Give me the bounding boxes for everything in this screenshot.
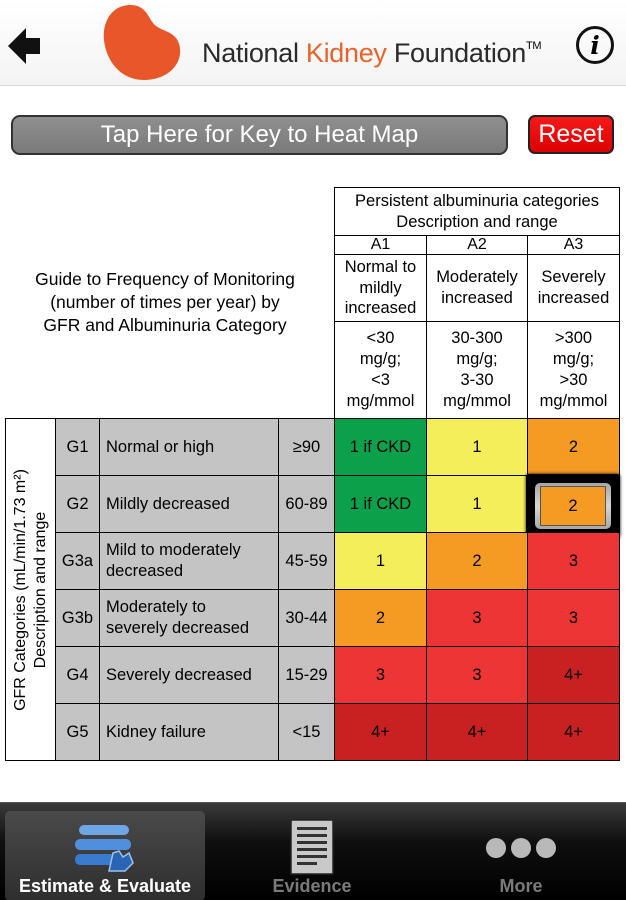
heat-cell-g2-a2[interactable]: 1 xyxy=(426,475,528,533)
heat-cell-g1-a2[interactable]: 1 xyxy=(426,418,528,476)
range-line: <30 xyxy=(366,329,395,348)
heat-cell-g3b-a1[interactable]: 2 xyxy=(334,589,427,647)
row-code-g2: G2 xyxy=(55,475,100,533)
brand-foundation: Foundation xyxy=(386,38,526,68)
column-code-a3: A3 xyxy=(527,235,620,255)
estimate-hand-icon xyxy=(73,823,137,873)
row-range-g4: 15-29 xyxy=(278,646,335,704)
row-desc-g3b xyxy=(99,589,279,647)
range-line: 30-300 xyxy=(451,329,503,348)
heat-cell-g2-a1[interactable]: 1 if CKD xyxy=(334,475,427,533)
tab-more[interactable] xyxy=(421,811,621,900)
heat-cell-g3a-a3[interactable]: 3 xyxy=(527,532,620,590)
row-code-g1: G1 xyxy=(55,418,100,476)
row-range-g3a: 45-59 xyxy=(278,532,335,590)
range-line: 3-30 xyxy=(460,371,494,389)
row-desc-line: Moderately to xyxy=(106,598,206,617)
heat-cell-g4-a3[interactable]: 4+ xyxy=(527,646,620,704)
range-line: mg/mmol xyxy=(443,391,511,410)
row-desc-line: decreased xyxy=(106,562,184,580)
row-desc-g2: Mildly decreased xyxy=(99,475,279,533)
row-desc-g5: Kidney failure xyxy=(99,703,279,761)
row-range-g5: <15 xyxy=(278,703,335,761)
more-dots-icon xyxy=(485,837,557,859)
desc-line: increased xyxy=(344,299,417,318)
column-range-a2 xyxy=(426,321,528,419)
bottom-tab-bar xyxy=(0,802,626,900)
range-line: >30 xyxy=(559,371,588,389)
heat-cell-g3b-a3[interactable]: 3 xyxy=(527,589,620,647)
heat-map-key-button[interactable]: Tap Here for Key to Heat Map xyxy=(11,115,508,155)
tab-label: Estimate & Evaluate xyxy=(18,876,192,896)
intro-line: Guide to Frequency of Monitoring xyxy=(35,269,295,289)
brand-kidney: Kidney xyxy=(305,38,387,68)
row-desc-line: severely decreased xyxy=(106,619,250,637)
column-range-a1 xyxy=(334,321,427,419)
desc-line: Severely xyxy=(541,268,606,287)
heat-cell-g4-a2[interactable]: 3 xyxy=(426,646,528,704)
desc-line: increased xyxy=(537,289,610,307)
row-code-g3b: G3b xyxy=(55,589,100,647)
range-line: mg/mmol xyxy=(346,391,415,410)
heat-cell-g4-a1[interactable]: 3 xyxy=(334,646,427,704)
intro-line: GFR and Albuminuria Category xyxy=(43,314,287,335)
heat-cell-g2-a3-selected[interactable] xyxy=(526,474,620,538)
albuminuria-header xyxy=(334,187,620,236)
row-desc-g3a xyxy=(99,532,279,590)
row-desc-line: Mild to moderately xyxy=(106,541,241,560)
trademark-mark: TM xyxy=(525,40,542,52)
intro-line: (number of times per year) by xyxy=(50,291,280,312)
axis-label-line: Description and range xyxy=(31,511,49,668)
heat-cell-g5-a2[interactable]: 4+ xyxy=(426,703,528,761)
heat-cell-g3a-a1[interactable]: 1 xyxy=(334,532,427,590)
row-code-g3a: G3a xyxy=(55,532,100,590)
heat-cell-g5-a3[interactable]: 4+ xyxy=(527,703,620,761)
selection-highlight xyxy=(535,483,611,529)
range-line: <3 xyxy=(371,371,390,389)
axis-label-line: GFR Categories (mL/min/1.73 m²) xyxy=(11,468,29,711)
desc-line: mildly xyxy=(359,278,402,297)
reset-button[interactable]: Reset xyxy=(528,115,614,154)
column-range-a3 xyxy=(527,321,620,419)
monitoring-guide-title xyxy=(6,268,324,336)
range-line: mg/g; xyxy=(359,350,402,369)
range-line: mg/g; xyxy=(456,350,498,369)
tab-estimate-evaluate[interactable] xyxy=(5,811,205,900)
heat-cell-g5-a1[interactable]: 4+ xyxy=(334,703,427,761)
desc-line: Moderately xyxy=(436,268,518,287)
kidney-logo-icon xyxy=(100,2,184,82)
info-glyph: i xyxy=(590,30,600,60)
row-code-g5: G5 xyxy=(55,703,100,761)
column-desc-a3 xyxy=(527,254,620,322)
range-line: mg/mmol xyxy=(539,391,608,410)
selected-cell-value: 2 xyxy=(540,486,606,526)
range-line: mg/g; xyxy=(552,350,595,369)
row-desc-g1: Normal or high xyxy=(99,418,279,476)
row-range-g2: 60-89 xyxy=(278,475,335,533)
desc-line: increased xyxy=(441,289,513,307)
brand-national: National xyxy=(202,38,306,68)
tab-evidence[interactable] xyxy=(212,811,412,900)
column-desc-a1 xyxy=(334,254,427,322)
row-desc-g4: Severely decreased xyxy=(99,646,279,704)
back-arrow-icon[interactable] xyxy=(8,26,44,66)
info-icon[interactable] xyxy=(576,26,614,64)
row-range-g3b: 30-44 xyxy=(278,589,335,647)
document-icon xyxy=(290,819,334,875)
heat-cell-g1-a1[interactable]: 1 if CKD xyxy=(334,418,427,476)
row-code-g4: G4 xyxy=(55,646,100,704)
heat-cell-g3b-a2[interactable]: 3 xyxy=(426,589,528,647)
brand-name xyxy=(202,38,541,69)
column-code-a1: A1 xyxy=(334,235,427,255)
albuminuria-header-line: Persistent albuminuria categories xyxy=(355,191,599,210)
heat-cell-g1-a3[interactable]: 2 xyxy=(527,418,620,476)
gfr-axis-label xyxy=(5,418,56,761)
column-code-a2: A2 xyxy=(426,235,528,255)
app-header xyxy=(0,0,626,86)
heat-cell-g3a-a2[interactable]: 2 xyxy=(426,532,528,590)
desc-line: Normal to xyxy=(344,257,417,276)
tab-label: More xyxy=(499,876,543,896)
column-desc-a2 xyxy=(426,254,528,322)
albuminuria-header-line: Description and range xyxy=(396,212,558,231)
range-line: >300 xyxy=(554,329,593,348)
tab-label: Evidence xyxy=(272,876,352,896)
row-range-g1: ≥90 xyxy=(278,418,335,476)
